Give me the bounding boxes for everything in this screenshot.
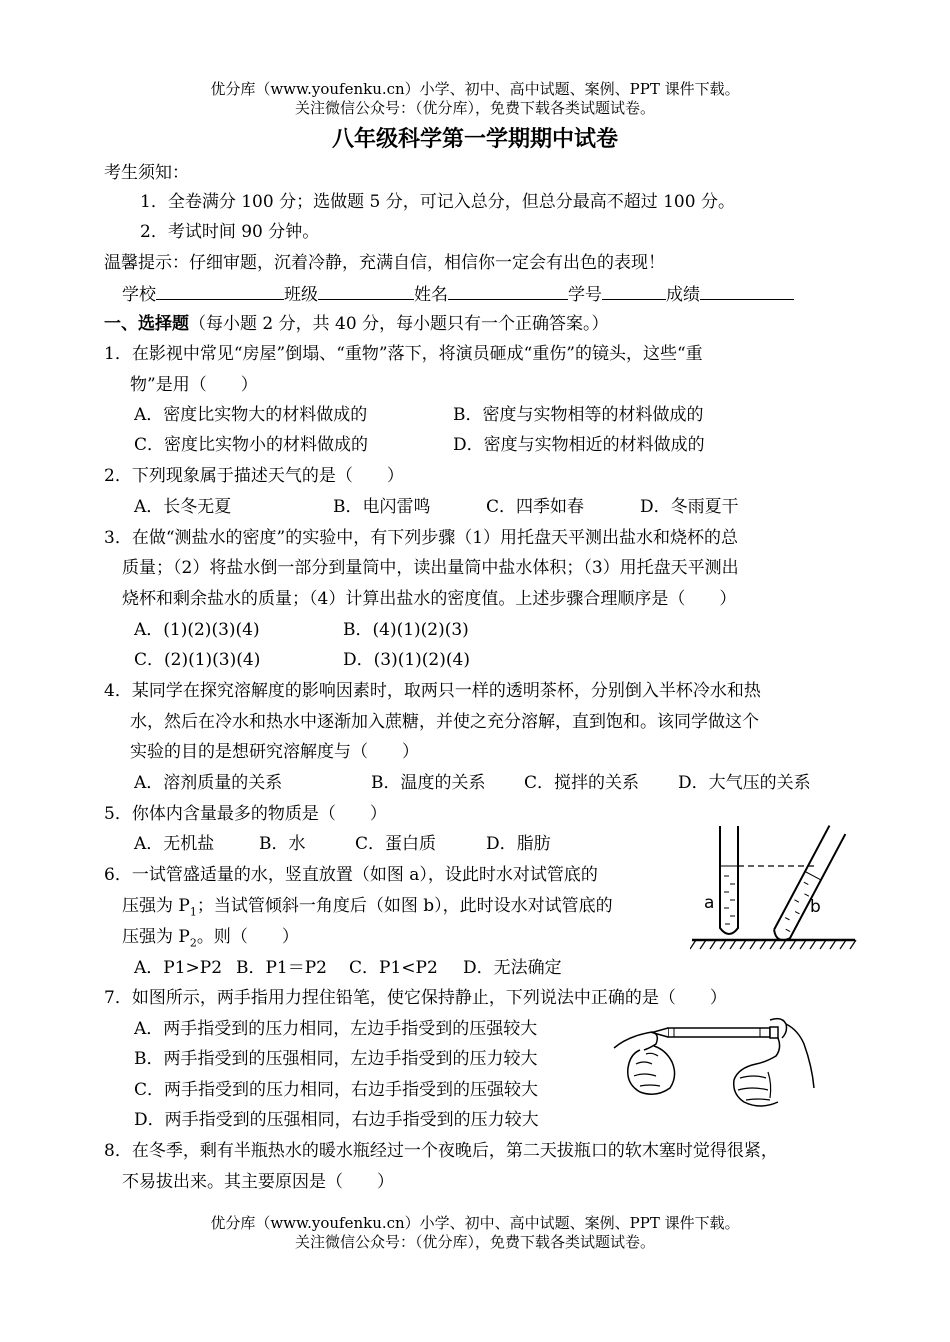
q2-option-b: B．电闪雷鸣 <box>333 497 431 517</box>
q5-stem: 5．你体内含量最多的物质是（ ） <box>104 804 387 824</box>
figure-label-b: b <box>810 897 821 917</box>
section-1-heading <box>104 313 609 335</box>
pencil-fingers-figure <box>610 1014 820 1114</box>
q1-option-d: D．密度与实物相近的材料做成的 <box>453 435 705 455</box>
q1-option-c: C．密度比实物小的材料做成的 <box>134 435 369 455</box>
q3-option-a: A．(1)(2)(3)(4) <box>134 620 260 640</box>
notice-heading: 考生须知： <box>104 163 189 183</box>
q4-stem-line-2: 水，然后在冷水和热水中逐渐加入蔗糖，并使之充分溶解，直到饱和。该同学做这个 <box>130 712 759 732</box>
q7-option-c: C．两手指受到的压力相同，右边手指受到的压强较大 <box>134 1080 539 1100</box>
q2-option-d: D．冬雨夏干 <box>640 497 739 517</box>
q6-subscript-1: 1 <box>189 905 197 919</box>
q8-stem-line-1: 8．在冬季，剩有半瓶热水的暖水瓶经过一个夜晚后，第二天拔瓶口的软木塞时觉得很紧， <box>104 1141 778 1161</box>
q5-option-d: D．脂肪 <box>486 834 551 854</box>
q4-option-d: D．大气压的关系 <box>678 773 811 793</box>
student-info-row <box>122 283 794 306</box>
q2-option-c: C．四季如春 <box>486 497 585 517</box>
q6-subscript-2: 2 <box>189 936 197 950</box>
footer-line-1: 优分库（www.youfenku.cn）小学、初中、高中试题、案例、PPT 课件下载。 <box>210 1214 740 1232</box>
q1-stem-line-2: 物”是用（ ） <box>130 375 258 395</box>
notice-item-1: 1．全卷满分 100 分；选做题 5 分，可记入总分，但总分最高不超过 100 分。 <box>140 192 735 212</box>
header-line-2: 关注微信公众号：（优分库），免费下载各类试题试卷。 <box>294 99 655 117</box>
q7-option-b: B．两手指受到的压强相同，左边手指受到的压力较大 <box>134 1049 538 1069</box>
q4-stem-line-1: 4．某同学在探究溶解度的影响因素时，取两只一样的透明茶杯，分别倒入半杯冷水和热 <box>104 681 761 701</box>
q3-stem-line-3: 烧杯和剩余盐水的质量；（4）计算出盐水的密度值。上述步骤合理顺序是（ ） <box>122 589 737 609</box>
figure-label-a: a <box>704 893 715 913</box>
q3-stem-line-1: 3．在做“测盐水的密度”的实验中，有下列步骤（1）用托盘天平测出盐水和烧杯的总 <box>104 528 739 548</box>
section-1-title: 一、选择题 <box>104 314 189 334</box>
class-label: 班级 <box>284 285 318 305</box>
q6-stem-line-2 <box>122 895 613 923</box>
q3-option-b: B．(4)(1)(2)(3) <box>343 620 469 640</box>
q1-option-a: A．密度比实物大的材料做成的 <box>134 405 368 425</box>
q5-option-c: C．蛋白质 <box>355 834 437 854</box>
section-1-note: （每小题 2 分，共 40 分，每小题只有一个正确答案。） <box>189 314 609 334</box>
q3-stem-line-2: 质量；（2）将盐水倒一部分到量筒中，读出量筒中盐水体积；（3）用托盘天平测出 <box>122 558 739 578</box>
name-label: 姓名 <box>414 285 448 305</box>
q4-option-c: C．搅拌的关系 <box>524 773 640 793</box>
score-field[interactable] <box>700 283 794 300</box>
q7-option-a: A．两手指受到的压力相同，左边手指受到的压强较大 <box>134 1019 538 1039</box>
number-label: 学号 <box>568 285 602 305</box>
q3-option-d: D．(3)(1)(2)(4) <box>343 650 470 670</box>
q4-stem-line-3: 实验的目的是想研究溶解度与（ ） <box>130 742 419 762</box>
notice-item-2: 2．考试时间 90 分钟。 <box>140 222 320 242</box>
q6-stem-line-3 <box>122 926 299 954</box>
class-field[interactable] <box>318 283 414 300</box>
score-label: 成绩 <box>666 285 700 305</box>
q2-option-a: A．长冬无夏 <box>134 497 232 517</box>
header-line-1: 优分库（www.youfenku.cn）小学、初中、高中试题、案例、PPT 课件下载。 <box>210 80 740 98</box>
q6-option-c: C．P1<P2 <box>349 958 438 978</box>
q3-option-c: C．(2)(1)(3)(4) <box>134 650 261 670</box>
tip-text: 温馨提示：仔细审题，沉着冷静，充满自信，相信你一定会有出色的表现！ <box>104 253 665 273</box>
test-tube-figure <box>690 822 860 954</box>
q6-option-b: B．P1＝P2 <box>236 958 328 978</box>
q1-option-b: B．密度与实物相等的材料做成的 <box>453 405 704 425</box>
q7-stem: 7．如图所示，两手指用力捏住铅笔，使它保持静止，下列说法中正确的是（ ） <box>104 988 727 1008</box>
q5-option-a: A．无机盐 <box>134 834 215 854</box>
page-title: 八年级科学第一学期期中试卷 <box>331 126 618 152</box>
school-label: 学校 <box>122 285 156 305</box>
q6-option-a: A．P1>P2 <box>134 958 223 978</box>
q4-option-a: A．溶剂质量的关系 <box>134 773 283 793</box>
name-field[interactable] <box>448 283 568 300</box>
q6-line3-part-b: 。则（ ） <box>196 927 299 947</box>
q6-stem-line-1: 6．一试管盛适量的水，竖直放置（如图 a），设此时水对试管底的 <box>104 865 598 885</box>
q7-option-d: D．两手指受到的压强相同，右边手指受到的压力较大 <box>134 1110 539 1130</box>
q6-line2-part-b: ；当试管倾斜一角度后（如图 b），此时设水对试管底的 <box>196 896 613 916</box>
q1-stem-line-1: 1．在影视中常见“房屋”倒塌、“重物”落下，将演员砸成“重伤”的镜头，这些“重 <box>104 344 703 364</box>
q6-line2-part-a: 压强为 P <box>122 896 190 916</box>
q5-option-b: B．水 <box>259 834 306 854</box>
q8-stem-line-2: 不易拔出来。其主要原因是（ ） <box>122 1172 394 1192</box>
q4-option-b: B．温度的关系 <box>371 773 486 793</box>
q6-line3-part-a: 压强为 P <box>122 927 190 947</box>
school-field[interactable] <box>156 283 284 300</box>
footer-line-2: 关注微信公众号：（优分库），免费下载各类试题试卷。 <box>294 1233 655 1251</box>
q2-stem: 2．下列现象属于描述天气的是（ ） <box>104 466 404 486</box>
q6-option-d: D．无法确定 <box>463 958 562 978</box>
number-field[interactable] <box>602 283 666 300</box>
